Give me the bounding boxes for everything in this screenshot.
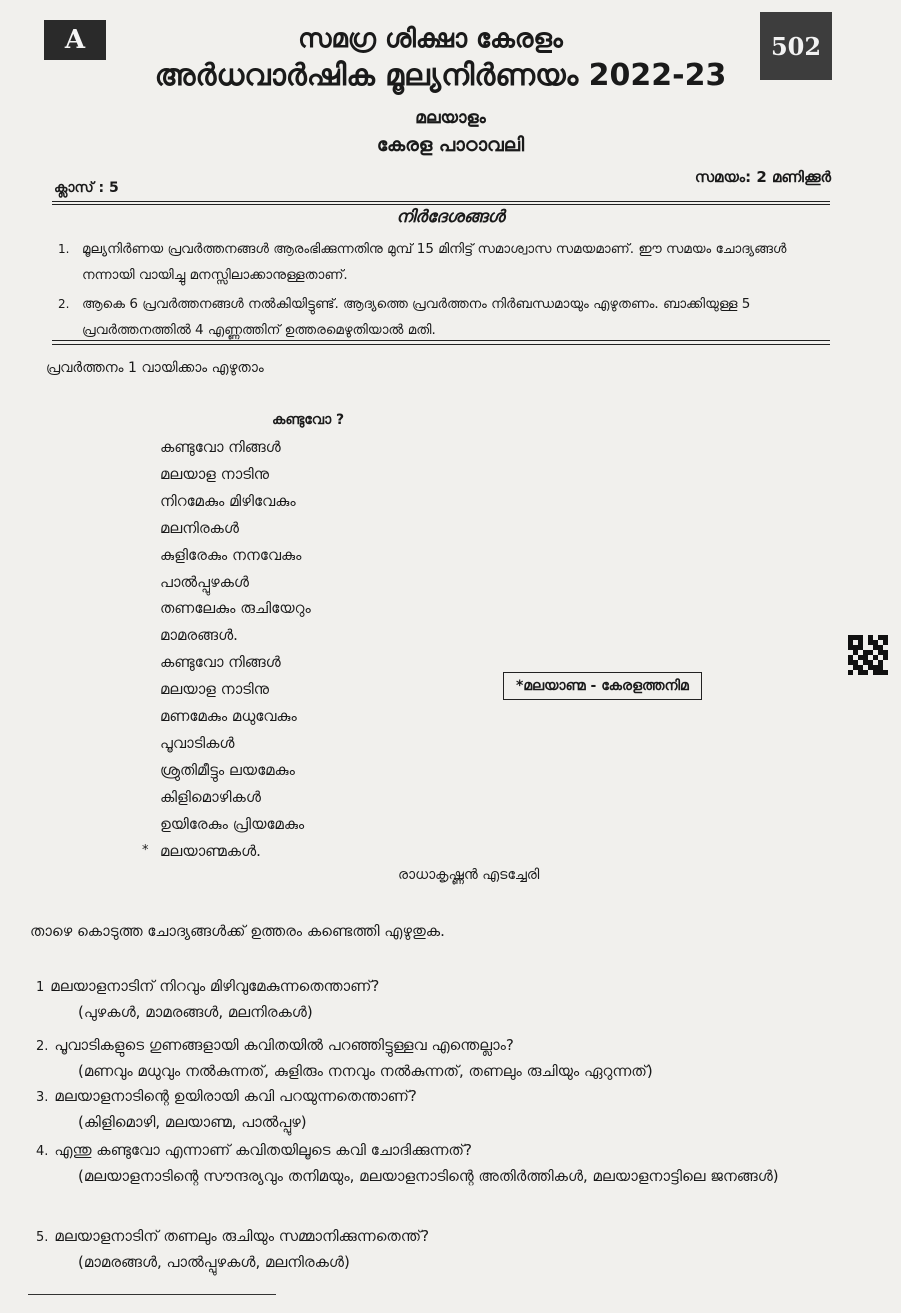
questions-intro: താഴെ കൊടുത്ത ചോദ്യങ്ങൾക്ക് ഉത്തരം കണ്ടെത്തി എഴുതുക. [30,922,445,940]
set-label: A [64,25,86,55]
poem [142,434,311,865]
question-item [36,1084,886,1134]
time-label: സമയം: 2 മണിക്കൂർ [694,168,831,186]
poem-line: ശ്രുതിമീട്ടും ലയമേകും [160,760,295,779]
question-text: മലയാളനാടിന് നിറവും മിഴിവുമേകുന്നതെന്താണ്? [50,977,380,995]
poem-line: മണമേകും മധുവേകും [160,707,297,726]
instructions-heading: നിർദേശങ്ങൾ [396,207,505,227]
poem-line: കണ്ടുവോ നിങ്ങൾ [160,653,281,672]
instruction-text: മൂല്യനിർണയ പ്രവർത്തനങ്ങൾ ആരംഭിക്കുന്നതിനു മുമ്പ് 15 മിനിട്ട് സമാശ്വാസ സമയമാണ്. ഈ സമയം ചോദ്യങ്ങൾ നന്നായി വായിച്ചു മനസ്സിലാക്കാനുള്ളതാണ്. [82,241,787,283]
footer-divider [28,1294,276,1295]
question-text: പൂവാടികളുടെ ഗുണങ്ങളായി കവിതയിൽ പറഞ്ഞിട്ടുള്ളവ എന്തെല്ലാം? [54,1036,514,1054]
instructions-divider [52,340,830,341]
poem-line: ഉയിരേകും പ്രിയമേകും [160,814,305,833]
question-item [36,1033,886,1083]
instruction-text: ആകെ 6 പ്രവർത്തനങ്ങൾ നൽകിയിട്ടുണ്ട്. ആദ്യത്തെ പ്രവർത്തനം നിർബന്ധമായും എഴുതണം. ബാക്കിയുള്ള 5 പ്രവർത്തനത്തിൽ 4 എണ്ണത്തിന് ഉത്തരമെഴുതിയാൽ മതി. [82,296,751,338]
answer-options: (മാമരങ്ങൾ, പാൽപ്പുഴകൾ, മലനിരകൾ) [78,1253,350,1271]
glossary-box: *മലയാണ്മ - കേരളത്തനിമ [503,672,702,700]
poem-line: കണ്ടുവോ നിങ്ങൾ [160,438,281,456]
poem-line: തണലേകും രുചിയേറും [160,599,311,618]
question-text: മലയാളനാടിന്റെ ഉയിരായി കവി പറയുന്നതെന്താണ്? [54,1087,417,1105]
poem-line: കിളിമൊഴികൾ [160,787,261,806]
organization-title: സമഗ്ര ശിക്ഷാ കേരളം [298,24,563,54]
question-number: 1 [36,980,45,995]
poem-author: രാധാകൃഷ്ണൻ എടച്ചേരി [398,867,540,883]
poem-title: കണ്ടുവോ ? [272,412,345,428]
question-text: എന്തു കണ്ടുവോ എന്നാണ് കവിതയിലൂടെ കവി ചോദിക്കുന്നത്? [54,1141,472,1159]
question-item [36,974,886,1024]
header-divider [52,201,830,202]
poem-line: മലനിരകൾ [160,518,239,537]
answer-options: (മലയാളനാടിന്റെ സൗന്ദര്യവും തനിമയും, മലയാളനാടിന്റെ അതിർത്തികൾ, മലയാളനാട്ടിലെ ജനങ്ങൾ) [78,1167,779,1185]
instructions-divider-2 [52,344,830,345]
footnote-marker: * [142,842,149,858]
question-number: 3. [36,1090,49,1105]
question-number: 4. [36,1144,49,1159]
question-number: 5. [36,1230,49,1245]
poem-line: കുളിരേകും നനവേകും [160,545,302,564]
activity-title: പ്രവർത്തനം 1 വായിക്കാം എഴുതാം [46,360,264,376]
question-item [36,1224,886,1274]
answer-options: (പുഴകൾ, മാമരങ്ങൾ, മലനിരകൾ) [78,1003,313,1021]
instruction-number: 2. [58,297,70,311]
exam-title: അർധവാർഷിക മൂല്യനിർണയം 2022-23 [154,58,727,93]
class-label: ക്ലാസ് : 5 [54,180,119,196]
poem-line: നിറമേകും മിഴിവേകും [160,491,296,510]
paper-code: 502 [770,31,822,61]
answer-options: (മണവും മധുവും നൽകുന്നത്, കുളിരും നനവും നൽകുന്നത്, തണലും രുചിയും ഏറുന്നത്) [78,1062,653,1080]
header-divider-2 [52,204,830,205]
poem-line: പാൽപ്പുഴകൾ [160,572,249,591]
poem-line [142,838,311,865]
subject-title: മലയാളം [415,108,486,128]
question-item [36,1138,886,1188]
qr-code-icon [848,635,888,675]
poem-line: മലയാള നാടിനു [160,464,270,483]
answer-options: (കിളിമൊഴി, മലയാണ്മ, പാൽപ്പുഴ) [78,1113,307,1131]
question-number: 2. [36,1039,49,1054]
poem-line: മാമരങ്ങൾ. [160,626,238,645]
poem-line-text: മലയാണ്മകൾ. [160,841,261,860]
instruction-item-2 [58,291,830,343]
poem-line: പൂവാടികൾ [160,733,235,752]
instruction-item-1 [58,236,830,288]
poem-line: മലയാള നാടിനു [160,680,270,699]
instruction-number: 1. [58,242,70,256]
curriculum-title: കേരള പാഠാവലി [376,134,525,156]
question-text: മലയാളനാടിന് തണലും രുചിയും സമ്മാനിക്കുന്നതെന്ത്? [54,1227,430,1245]
